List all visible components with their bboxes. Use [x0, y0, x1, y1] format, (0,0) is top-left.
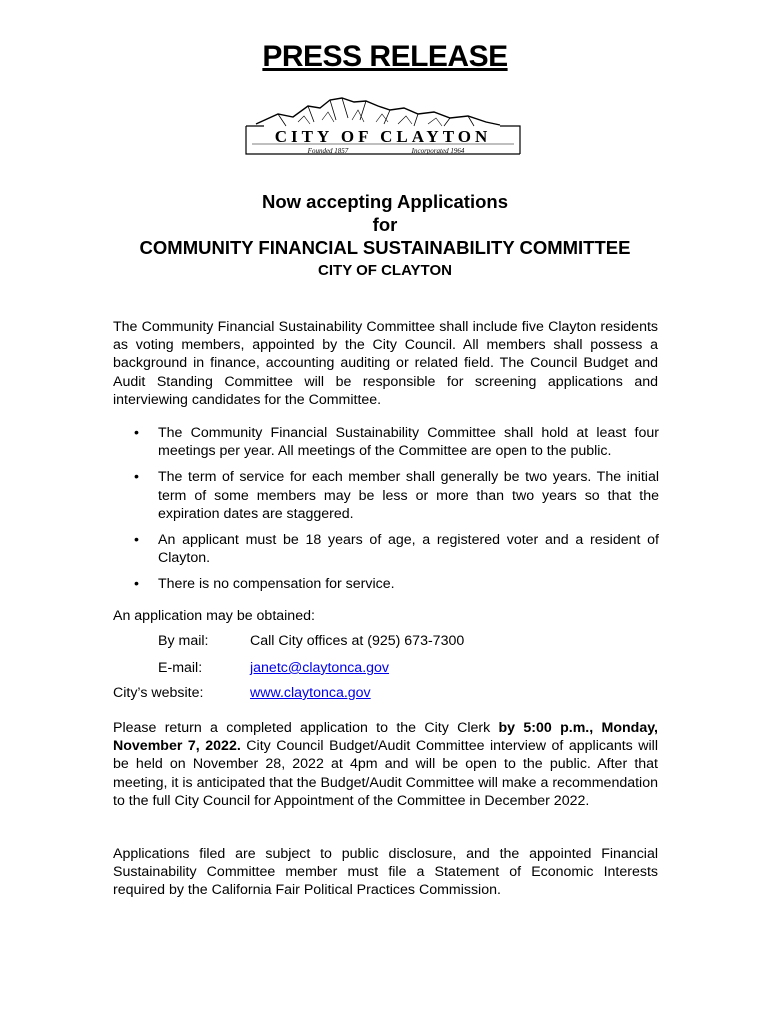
mountain-logo-icon [238, 92, 528, 162]
bullet-icon: • [134, 469, 139, 486]
logo-incorporated: Incorporated 1964 [411, 147, 465, 155]
announcement-heading [0, 190, 770, 259]
requirements-list [132, 424, 659, 602]
mail-label: By mail: [158, 633, 209, 649]
obtain-intro: An application may be obtained: [113, 608, 315, 624]
subheading-city: CITY OF CLAYTON [318, 262, 452, 279]
heading-line-2: for [372, 214, 398, 235]
website-link[interactable]: www.claytonca.gov [250, 685, 371, 701]
list-item: • An applicant must be 18 years of age, a registered voter and a resident of Clayton. [134, 532, 659, 567]
city-of-clayton-logo [238, 92, 528, 162]
heading-line-1: Now accepting Applications [261, 191, 508, 212]
disclosure-paragraph: Applications filed are subject to public disclosure, and the appointed Financial Sustainability Committee member must file a Statement of Economic Interests required by the California Fair Political Practices Commission. [113, 846, 658, 899]
website-label: City’s website: [113, 685, 204, 701]
logo-founded: Founded 1857 [307, 147, 349, 155]
bullet-icon: • [134, 425, 139, 441]
logo-city-name: CITY OF CLAYTON [274, 127, 492, 146]
bullet-icon: • [134, 532, 139, 549]
heading-line-3: COMMUNITY FINANCIAL SUSTAINABILITY COMMITTEE [139, 237, 631, 258]
deadline-text: by 5:00 p.m., Monday, November 7, 2022. [113, 720, 658, 755]
list-item: • There is no compensation for service. [134, 576, 395, 593]
intro-paragraph: The Community Financial Sustainability Committee shall include five Clayton residents as voting members, appointed by the City Council. All members shall possess a background in finance, accounting auditing or related field. The Council Budget and Audit Standing Committee will be responsible for screening applications and interviewing candidates for the Committee. [113, 319, 658, 408]
return-paragraph: Please return a completed application to the City Clerk by 5:00 p.m., Monday, November 7, 2022. City Council Budget/Audit Committee interview of applicants will be held on November 28, 2022 at 4pm and will be open to the public. After that meeting, it is anticipated that the Budget/Audit Committee will make a recommendation to the full City Council for Appointment of the Committee in December 2022. [113, 720, 658, 809]
list-item: • The Community Financial Sustainability Committee shall hold at least four meetings per year. All meetings of the Committee are open to the public. [134, 425, 659, 460]
mail-value: Call City offices at (925) 673-7300 [250, 633, 465, 649]
list-item: • The term of service for each member shall generally be two years. The initial term of some members may be less or more than two years so that the expiration dates are staggered. [134, 469, 659, 522]
email-link[interactable]: janetc@claytonca.gov [250, 660, 390, 676]
email-label: E-mail: [158, 660, 203, 676]
bullet-icon: • [134, 576, 139, 593]
page-title: PRESS RELEASE [262, 40, 508, 73]
